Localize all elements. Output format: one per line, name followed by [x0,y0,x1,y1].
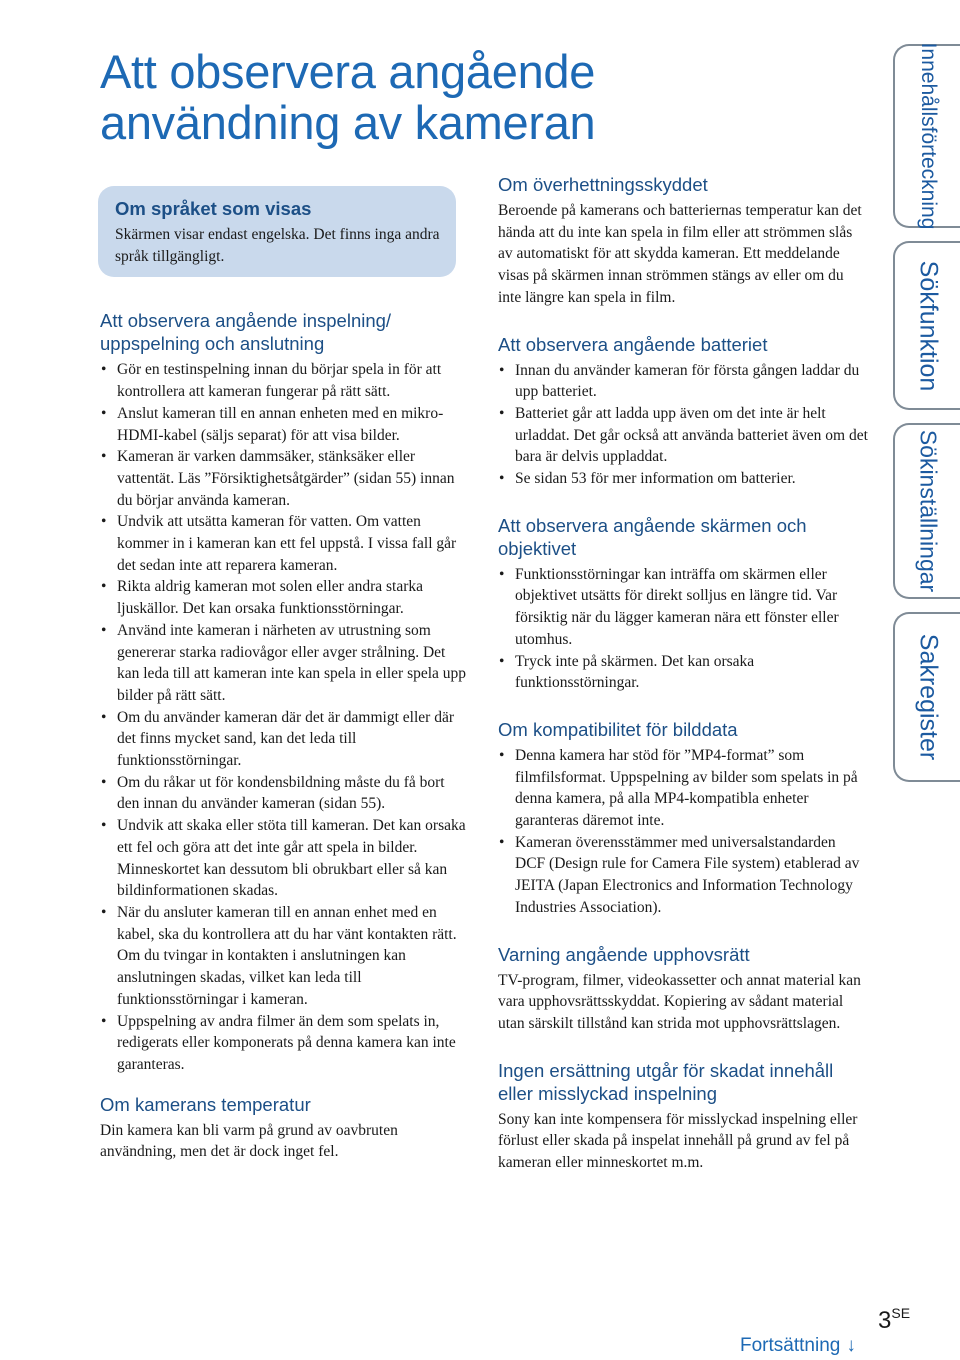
recording-list [100,359,468,1075]
list-item: • Tryck inte på skärmen. Det kan orsaka funktionsstörningar. [498,651,868,694]
page-number-value: 3 [878,1307,892,1334]
battery-list [498,360,868,490]
compat-heading: Om kompatibilitet för bilddata [498,718,738,740]
overheat-text: Beroende på kamerans och batteriernas temperatur kan det hända att du inte kan spela in film eller att strömmen slås av automatiskt för att skydda kameran. Ett meddelande visas på skärmen innan strömmen stängs av eller om du inte längre kan spela in film. [498,202,862,306]
battery-section [498,333,868,490]
recording-section [100,309,468,1075]
tab-table-of-contents[interactable] [893,44,960,228]
tab-label: Sakregister [914,633,943,761]
list-item: • Anslut kameran till en annan enheten med en mikro-HDMI-kabel (säljs separat) för att visa bilder. [100,403,468,446]
overheat-section [498,173,868,309]
list-item: • Om du råkar ut för kondensbildning måste du få bort den innan du använder kameran (sidan 55). [100,772,468,815]
continued-label: Fortsättning [740,1335,841,1356]
compat-list [498,745,868,919]
page-number-suffix: SE [891,1305,911,1321]
overheat-heading: Om överhettningsskyddet [498,174,708,195]
list-item: • Uppspelning av andra filmer än dem som spelats in, redigerats eller komponerats på denna kamera kan inte garanteras. [100,1011,468,1076]
list-item: • Denna kamera har stöd för ”MP4-format” som filmfilsformat. Uppspelning av bilder som spelats in på denna kamera, på alla MP4-kompatibla enheter garanteras däremot inte. [498,745,868,832]
copyright-heading: Varning angående upphovsrätt [498,943,750,965]
list-item: • Om du använder kameran där det är dammigt eller där det finns mycket sand, kan det leda till funktionsstörningar. [100,707,468,772]
recording-heading: Att observera angående inspelning/ uppspelning och anslutning [100,310,392,355]
battery-heading: Att observera angående batteriet [498,333,768,355]
arrow-down-icon: ↓ [846,1335,856,1356]
tab-label: Innehållsförteckning [917,42,940,230]
copyright-text: TV-program, filmer, videokassetter och annat material kan vara upphovsrättsskyddat. Kopiering av sådant material utan särskilt tillstånd kan strida mot upphovsrättslagen. [498,971,861,1032]
page-title: Att observera angående användning av kameran [100,45,596,149]
continued-link[interactable] [740,1334,856,1358]
list-item: • Innan du använder kameran för första gången laddar du upp batteriet. [498,360,868,403]
list-item: • Undvik att skaka eller stöta till kameran. Det kan orsaka ett fel och göra att det inte går att spela in bilder. Minneskortet kan dessutom bli obrukbart eller så kan bildinformationen skadas. [100,815,468,902]
language-heading: Om språket som visas [115,198,312,219]
list-item: • Kameran överensstämmer med universalstandarden DCF (Design rule for Camera File system) etablerad av JEITA (Japan Electronics and Information Technology Industries Association). [498,832,868,919]
compat-section [498,718,868,919]
screen-heading: Att observera angående skärmen och objektivet [498,514,807,559]
tab-label: Sökfunktion [914,260,943,391]
list-item: • Använd inte kameran i närheten av utrustning som genererar starka radiovågor eller avger strålning. Det kan leda till att kameran inte kan spela in eller spela upp bilder på rätt sätt. [100,620,468,707]
tab-settings-search[interactable] [893,423,960,599]
screen-list [498,564,868,694]
compensation-section [498,1059,868,1174]
compensation-heading: Ingen ersättning utgår för skadat innehåll eller misslyckad inspelning [498,1059,834,1104]
list-item: • Gör en testinspelning innan du börjar spela in för att kontrollera att kameran fungerar på rätt sätt. [100,359,468,402]
screen-section [498,514,868,694]
list-item: • Undvik att utsätta kameran för vatten. Om vatten kommer in i kameran kan ett fel uppstå. I vissa fall går det sedan inte att reparera kameran. [100,511,468,576]
list-item: • Se sidan 53 för mer information om batterier. [498,468,868,490]
language-text: Skärmen visar endast engelska. Det finns inga andra språk tillgängligt. [115,226,440,265]
left-column [100,186,468,1180]
tab-index[interactable] [893,612,960,782]
tab-label: Sökinställningar [915,429,942,593]
compensation-text: Sony kan inte kompensera för misslyckad inspelning eller förlust eller skada på inspelat innehåll på grund av fel på kameran eller minneskortet m.m. [498,1110,858,1172]
language-note-box [98,186,456,277]
temperature-heading: Om kamerans temperatur [100,1093,311,1115]
list-item: • Batteriet går att ladda upp även om det inte är helt urladdat. Det går också att använda batteriet även om det bara är delvis uppladdat. [498,403,868,468]
list-item: • När du ansluter kameran till en annan enhet med en kabel, ska du kontrollera att du har vänt kontakten rätt. Om du tvingar in kontakten i anslutningen kan anslutningen skadas, vilket kan leda till funktionsstörningar i kameran. [100,902,468,1011]
right-column [498,173,868,1198]
list-item: • Rikta aldrig kameran mot solen eller andra starka ljuskällor. Det kan orsaka funktionsstörningar. [100,576,468,619]
list-item: • Kameran är varken dammsäker, stänksäker eller vattentät. Läs ”Försiktighetsåtgärder” (sidan 55) innan du börjar använda kameran. [100,446,468,511]
page-number [878,1300,910,1334]
temperature-text: Din kamera kan bli varm på grund av oavbruten användning, men det är dock inget fel. [100,1121,398,1161]
tab-search-function[interactable] [893,241,960,410]
temperature-section [100,1093,468,1163]
list-item: • Funktionsstörningar kan inträffa om skärmen eller objektivet utsätts för direkt solljus en längre tid. Var försiktig när du lägger kameran nära ett fönster eller utomhus. [498,564,868,651]
copyright-section [498,943,868,1035]
